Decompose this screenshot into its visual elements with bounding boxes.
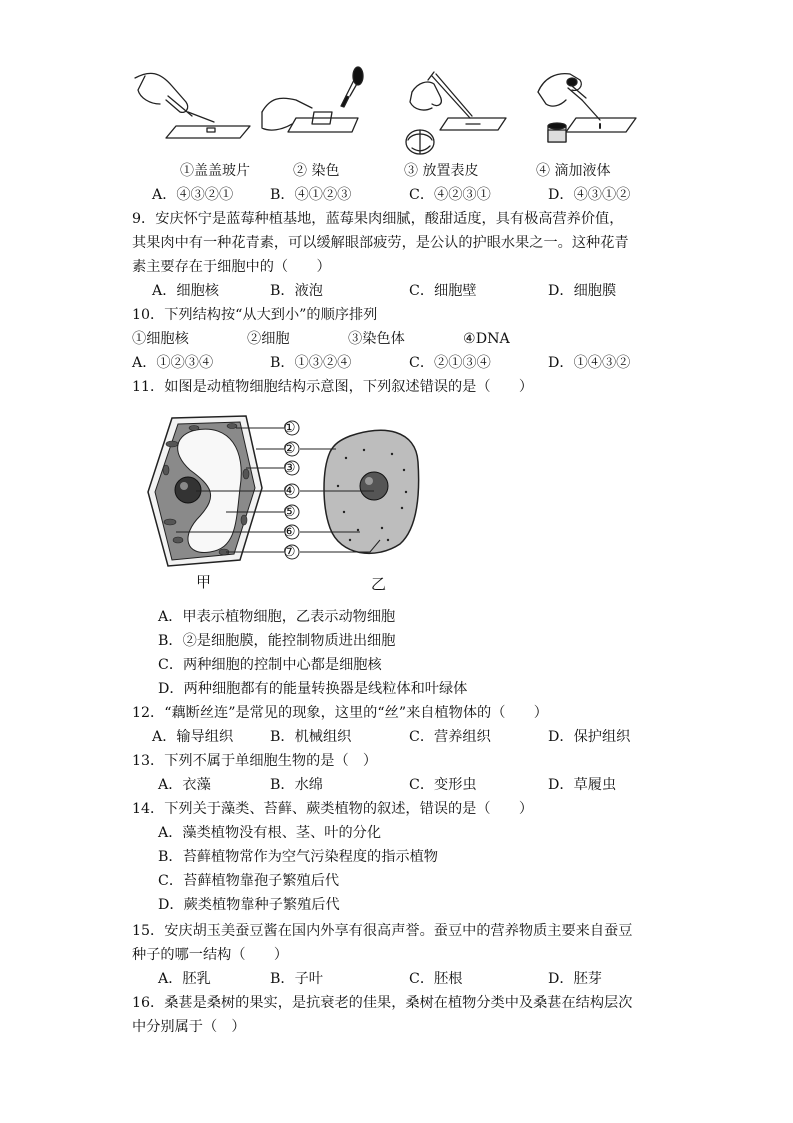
q12-stem: 12．“藕断丝连”是常见的现象，这里的“丝”来自植物体的（ ） (132, 705, 548, 721)
q12-option-d: D．保护组织 (548, 729, 631, 745)
marker-6: ⑥ (283, 524, 296, 540)
q13-option-b: B．水绵 (270, 777, 323, 793)
q9-option-d: D．细胞膜 (548, 283, 617, 299)
q11-option-a: A．甲表示植物细胞，乙表示动物细胞 (158, 609, 396, 625)
marker-3: ③ (283, 460, 296, 476)
q9-stem-line-3: 素主要存在于细胞中的（ ） (132, 259, 331, 275)
q10-option-d: D．①④③② (548, 355, 631, 371)
q12-option-a: A．输导组织 (152, 729, 234, 745)
q10-option-c: C．②①③④ (409, 355, 491, 371)
q11-stem: 11．如图是动植物细胞结构示意图，下列叙述错误的是（ ） (132, 379, 534, 395)
cover-slip-illustration (135, 73, 250, 138)
q10-item-2: ②细胞 (247, 331, 290, 347)
marker-5: ⑤ (283, 504, 296, 520)
q14-option-b: B．苔藓植物常作为空气污染程度的指示植物 (158, 849, 438, 865)
q9-option-c: C．细胞壁 (409, 283, 477, 299)
q10-option-a: A．①②③④ (132, 355, 214, 371)
q14-option-a: A．藻类植物没有根、茎、叶的分化 (158, 825, 382, 841)
q13-stem: 13．下列不属于单细胞生物的是（ ） (132, 753, 378, 769)
q9-stem-line-1: 9．安庆怀宁是蓝莓种植基地，蓝莓果肉细腻，酸甜适度，具有极高营养价值， (132, 211, 624, 227)
fig-label-1: ①盖盖玻片 (180, 163, 250, 179)
fig-label-2: ② 染色 (293, 163, 340, 179)
q9-stem-line-2: 其果肉中有一种花青素，可以缓解眼部疲劳，是公认的护眼水果之一。这种花青 (132, 235, 629, 251)
animal-cell (324, 430, 419, 553)
q8-option-b: B．④①②③ (270, 187, 352, 203)
cell-structure-diagram (0, 400, 793, 600)
q9-option-a: A．细胞核 (152, 283, 219, 299)
q13-option-a: A．衣藻 (158, 777, 211, 793)
q15-option-d: D．胚芽 (548, 971, 602, 987)
marker-1: ① (283, 420, 296, 436)
fig-label-4: ④ 滴加液体 (536, 163, 611, 179)
animal-cell-label: 乙 (371, 575, 387, 593)
q10-item-1: ①细胞核 (132, 331, 189, 347)
q14-option-c: C．苔藓植物靠孢子繁殖后代 (158, 873, 340, 889)
q14-stem: 14．下列关于藻类、苔藓、蕨类植物的叙述，错误的是（ ） (132, 801, 534, 817)
marker-7: ⑦ (283, 544, 296, 560)
q10-stem: 10．下列结构按“从大到小”的顺序排列 (132, 307, 378, 323)
q11-option-c: C．两种细胞的控制中心都是细胞核 (158, 657, 382, 673)
q14-option-d: D．蕨类植物靠种子繁殖后代 (158, 897, 340, 913)
q12-option-b: B．机械组织 (270, 729, 352, 745)
q15-stem-line-2: 种子的哪一结构（ ） (132, 947, 289, 963)
q16-stem-line-2: 中分别属于（ ） (132, 1019, 246, 1035)
marker-2: ② (283, 441, 296, 457)
q15-option-a: A．胚乳 (158, 971, 211, 987)
q15-stem-line-1: 15．安庆胡玉美蚕豆酱在国内外享有很高声誉。蚕豆中的营养物质主要来自蚕豆 (132, 923, 633, 939)
dropper-illustration (538, 74, 636, 142)
q13-option-d: D．草履虫 (548, 777, 617, 793)
q8-option-d: D．④③①② (548, 187, 631, 203)
q10-option-b: B．①③②④ (270, 355, 352, 371)
q8-option-c: C．④②③① (409, 187, 491, 203)
q12-option-c: C．营养组织 (409, 729, 491, 745)
epidermis-illustration (406, 72, 506, 154)
q10-item-3: ③染色体 (348, 331, 405, 347)
q15-option-c: C．胚根 (409, 971, 463, 987)
q11-option-b: B．②是细胞膜，能控制物质进出细胞 (158, 633, 396, 649)
marker-4: ④ (283, 483, 296, 499)
q13-option-c: C．变形虫 (409, 777, 477, 793)
q10-item-4: ④DNA (463, 331, 510, 347)
experiment-illustrations (0, 0, 793, 160)
plant-cell-label: 甲 (196, 573, 212, 591)
fig-label-3: ③ 放置表皮 (404, 163, 479, 179)
q8-option-a: A．④③②① (152, 187, 234, 203)
staining-illustration (262, 67, 363, 132)
q15-option-b: B．子叶 (270, 971, 323, 987)
q11-option-d: D．两种细胞都有的能量转换器是线粒体和叶绿体 (158, 681, 468, 697)
q9-option-b: B．液泡 (270, 283, 323, 299)
q16-stem-line-1: 16．桑葚是桑树的果实，是抗衰老的佳果，桑树在植物分类中及桑葚在结构层次 (132, 995, 633, 1011)
